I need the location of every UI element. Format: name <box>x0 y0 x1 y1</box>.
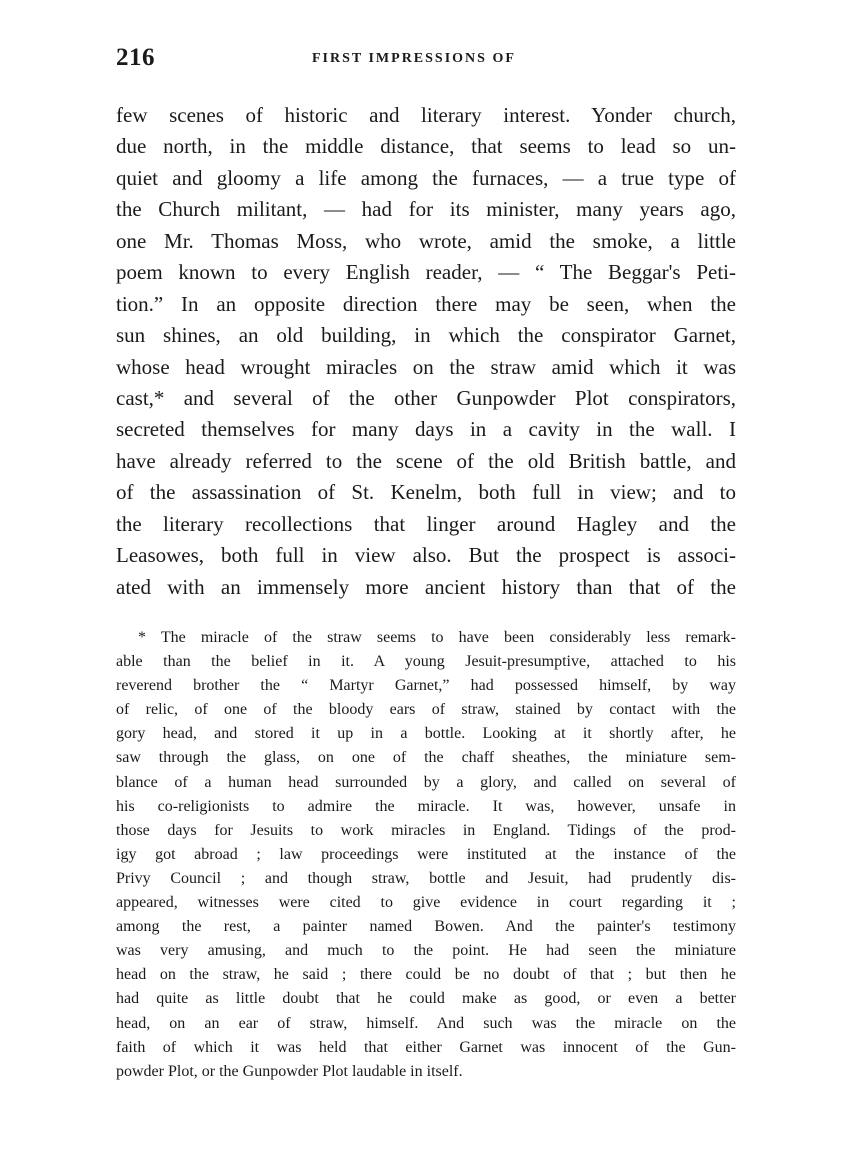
footnote-line: reverend brother the “ Martyr Garnet,” had possessed himself, by way <box>116 677 736 695</box>
footnote-line: saw through the glass, on one of the chaff sheathes, the miniature sem- <box>116 749 736 767</box>
footnote-line: faith of which it was held that either Garnet was innocent of the Gun- <box>116 1038 736 1056</box>
footnote-line: igy got abroad ; law proceedings were instituted at the instance of the <box>116 845 736 863</box>
body-line: have already referred to the scene of the old British battle, and <box>116 448 736 473</box>
footnote-line: among the rest, a painter named Bowen. And the painter's testimony <box>116 918 736 936</box>
footnote-line: had quite as little doubt that he could make as good, or even a better <box>116 990 736 1008</box>
body-line: Leasowes, both full in view also. But the prospect is associ- <box>116 543 736 568</box>
body-line: one Mr. Thomas Moss, who wrote, amid the smoke, a little <box>116 228 736 253</box>
body-line: the literary recollections that linger around Hagley and the <box>116 511 736 536</box>
footnote-line: head on the straw, he said ; there could be no doubt of that ; but then he <box>116 966 736 984</box>
footnote <box>116 626 736 1084</box>
footnote-line: his co-religionists to admire the miracle. It was, however, unsafe in <box>116 797 736 815</box>
body-line: quiet and gloomy a life among the furnaces, — a true type of <box>116 165 736 190</box>
footnote-line: * The miracle of the straw seems to have been considerably less remark- <box>138 629 736 646</box>
body-line: tion.” In an opposite direction there may be seen, when the <box>116 291 736 316</box>
running-title: FIRST IMPRESSIONS OF <box>312 51 516 66</box>
body-line: ated with an immensely more ancient history than that of the <box>116 574 736 599</box>
footnote-line: appeared, witnesses were cited to give evidence in court regarding it ; <box>116 894 736 912</box>
running-head <box>116 44 736 78</box>
body-line: poem known to every English reader, — “ The Beggar's Peti- <box>116 260 736 285</box>
footnote-line: able than the belief in it. A young Jesuit-presumptive, attached to his <box>116 653 736 671</box>
body-line: sun shines, an old building, in which the conspirator Garnet, <box>116 323 736 348</box>
footnote-line: of relic, of one of the bloody ears of straw, stained by contact with the <box>116 701 736 719</box>
body-line: secreted themselves for many days in a cavity in the wall. I <box>116 417 736 442</box>
footnote-line: head, on an ear of straw, himself. And such was the miracle on the <box>116 1014 736 1032</box>
footnote-line: gory head, and stored it up in a bottle. Looking at it shortly after, he <box>116 725 736 743</box>
footnote-line: was very amusing, and much to the point. He had seen the miniature <box>116 942 736 960</box>
body-line: cast,* and several of the other Gunpowder Plot conspirators, <box>116 385 736 410</box>
body-line: the Church militant, — had for its minister, many years ago, <box>116 197 736 222</box>
footnote-line: those days for Jesuits to work miracles in England. Tidings of the prod- <box>116 821 736 839</box>
body-line: whose head wrought miracles on the straw amid which it was <box>116 354 736 379</box>
footnote-line: Privy Council ; and though straw, bottle and Jesuit, had prudently dis- <box>116 869 736 887</box>
page-number: 216 <box>116 44 155 71</box>
body-text <box>116 100 736 603</box>
body-line: few scenes of historic and literary interest. Yonder church, <box>116 103 736 127</box>
footnote-line: powder Plot, or the Gunpowder Plot laudable in itself. <box>116 1062 463 1080</box>
body-line: due north, in the middle distance, that seems to lead so un- <box>116 134 736 159</box>
body-line: of the assassination of St. Kenelm, both full in view; and to <box>116 480 736 505</box>
footnote-line: blance of a human head surrounded by a glory, and called on several of <box>116 773 736 791</box>
